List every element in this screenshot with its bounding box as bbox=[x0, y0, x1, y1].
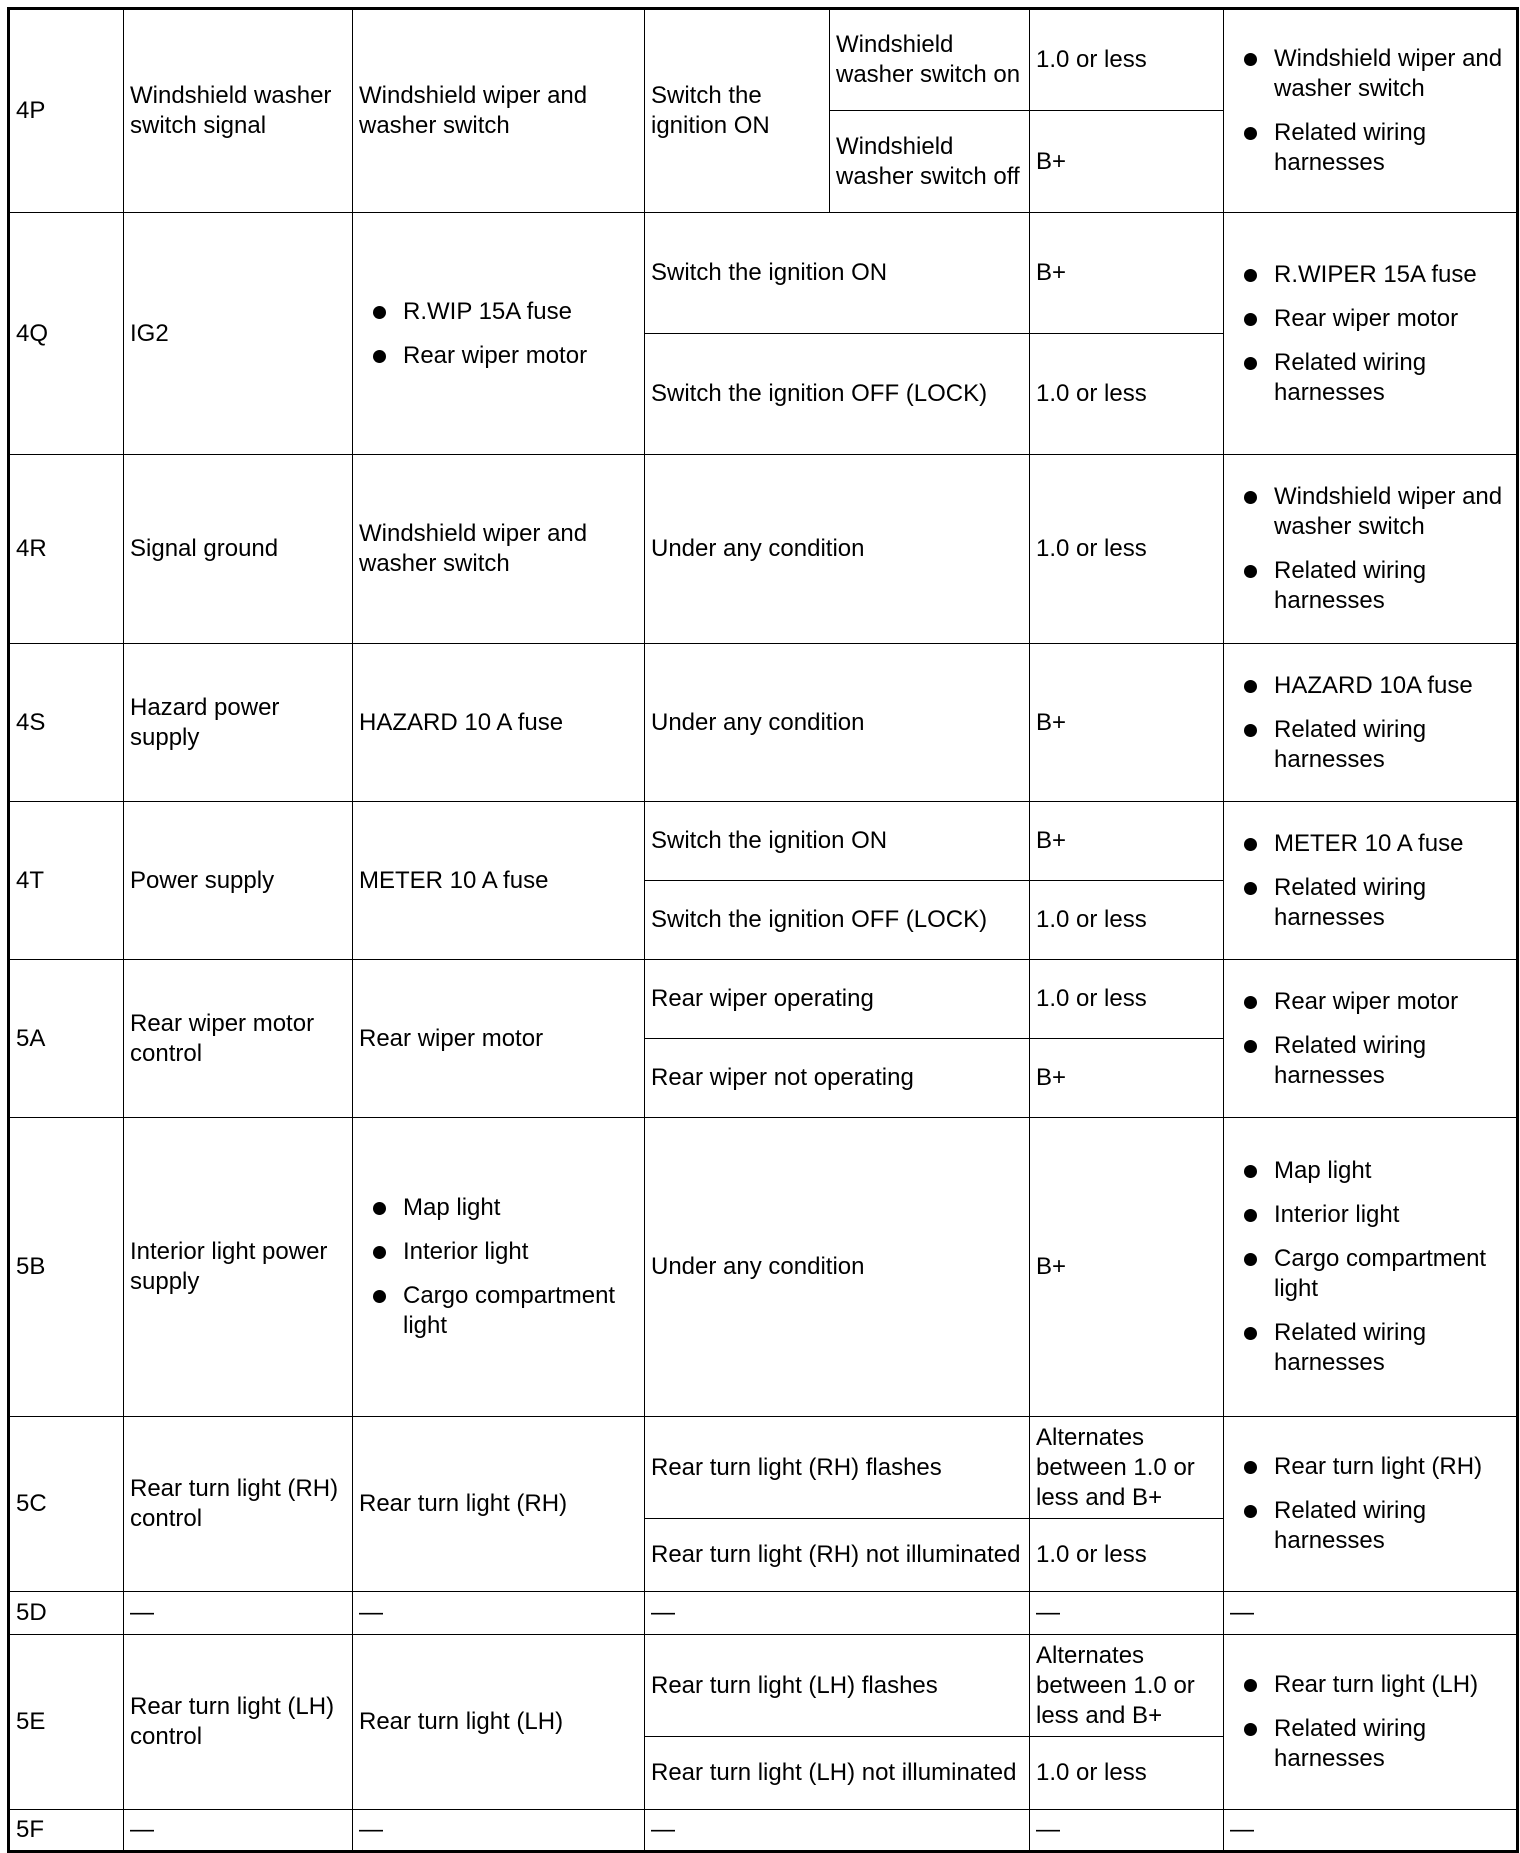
condition-cell: Rear turn light (RH) flashes bbox=[645, 1417, 1030, 1519]
voltage-cell: B+ bbox=[1030, 644, 1224, 802]
component-item: Rear wiper motor bbox=[403, 341, 640, 371]
condition-cell: Under any condition bbox=[645, 455, 1030, 644]
inspection-item: Related wiring harnesses bbox=[1274, 556, 1512, 616]
inspection-item-cell bbox=[1224, 1417, 1518, 1592]
table-row bbox=[9, 1592, 1518, 1635]
component-cell: Windshield wiper and washer switch bbox=[353, 455, 645, 644]
condition-cell: — bbox=[645, 1592, 1030, 1635]
component-cell: Rear turn light (LH) bbox=[353, 1635, 645, 1810]
inspection-item: Related wiring harnesses bbox=[1274, 1031, 1512, 1091]
signal-name-cell: Rear turn light (LH) control bbox=[124, 1635, 353, 1810]
component-cell: HAZARD 10 A fuse bbox=[353, 644, 645, 802]
component-cell: Windshield wiper and washer switch bbox=[353, 9, 645, 213]
signal-name-cell: Hazard power supply bbox=[124, 644, 353, 802]
inspection-item: Windshield wiper and washer switch bbox=[1274, 44, 1512, 104]
table-row bbox=[9, 1417, 1518, 1519]
inspection-item: Related wiring harnesses bbox=[1274, 873, 1512, 933]
condition-cell: Rear turn light (LH) not illuminated bbox=[645, 1737, 1030, 1810]
signal-name-cell: — bbox=[124, 1592, 353, 1635]
component-cell: METER 10 A fuse bbox=[353, 802, 645, 960]
inspection-item: R.WIPER 15A fuse bbox=[1274, 260, 1512, 290]
inspection-item-cell bbox=[1224, 9, 1518, 213]
voltage-cell: — bbox=[1030, 1592, 1224, 1635]
component-cell: Rear turn light (RH) bbox=[353, 1417, 645, 1592]
inspection-item-cell bbox=[1224, 213, 1518, 455]
inspection-item: HAZARD 10A fuse bbox=[1274, 671, 1512, 701]
inspection-item: Rear wiper motor bbox=[1274, 987, 1512, 1017]
signal-name-cell: IG2 bbox=[124, 213, 353, 455]
component-item: R.WIP 15A fuse bbox=[403, 297, 640, 327]
inspection-item-cell bbox=[1224, 455, 1518, 644]
voltage-cell: B+ bbox=[1030, 1039, 1224, 1118]
terminal-cell: 4Q bbox=[9, 213, 124, 455]
table-row bbox=[9, 213, 1518, 334]
terminal-cell: 5B bbox=[9, 1118, 124, 1417]
inspection-item-cell bbox=[1224, 644, 1518, 802]
component-cell: — bbox=[353, 1810, 645, 1852]
voltage-cell: Alternates between 1.0 or less and B+ bbox=[1030, 1417, 1224, 1519]
inspection-item: Related wiring harnesses bbox=[1274, 118, 1512, 178]
inspection-item: Related wiring harnesses bbox=[1274, 348, 1512, 408]
inspection-item: Map light bbox=[1274, 1156, 1512, 1186]
voltage-cell: 1.0 or less bbox=[1030, 1737, 1224, 1810]
table-row bbox=[9, 455, 1518, 644]
component-item: Interior light bbox=[403, 1237, 640, 1267]
voltage-cell: 1.0 or less bbox=[1030, 1519, 1224, 1592]
signal-name-cell: Rear turn light (RH) control bbox=[124, 1417, 353, 1592]
table-row bbox=[9, 802, 1518, 881]
signal-name-cell: Power supply bbox=[124, 802, 353, 960]
terminal-cell: 4R bbox=[9, 455, 124, 644]
voltage-cell: — bbox=[1030, 1810, 1224, 1852]
inspection-item: Related wiring harnesses bbox=[1274, 715, 1512, 775]
component-item: Map light bbox=[403, 1193, 640, 1223]
voltage-cell: 1.0 or less bbox=[1030, 881, 1224, 960]
terminal-inspection-table-page bbox=[7, 7, 1516, 1847]
condition-cell: — bbox=[645, 1810, 1030, 1852]
inspection-item-cell bbox=[1224, 802, 1518, 960]
inspection-item-cell: — bbox=[1224, 1810, 1518, 1852]
terminal-cell: 5A bbox=[9, 960, 124, 1118]
condition-cell: Under any condition bbox=[645, 1118, 1030, 1417]
terminal-inspection-table bbox=[7, 7, 1519, 1853]
table-row bbox=[9, 1635, 1518, 1737]
voltage-cell: 1.0 or less bbox=[1030, 455, 1224, 644]
inspection-item: Windshield wiper and washer switch bbox=[1274, 482, 1512, 542]
condition-cell: Switch the ignition OFF (LOCK) bbox=[645, 881, 1030, 960]
condition-cell: Under any condition bbox=[645, 644, 1030, 802]
inspection-item: Related wiring harnesses bbox=[1274, 1318, 1512, 1378]
table-row bbox=[9, 960, 1518, 1039]
condition-cell: Switch the ignition ON bbox=[645, 213, 1030, 334]
sub-condition-cell: Windshield washer switch on bbox=[830, 9, 1030, 111]
inspection-item: Rear wiper motor bbox=[1274, 304, 1512, 334]
component-item: Cargo compartment light bbox=[403, 1281, 640, 1341]
inspection-item: METER 10 A fuse bbox=[1274, 829, 1512, 859]
terminal-cell: 4T bbox=[9, 802, 124, 960]
table-row bbox=[9, 644, 1518, 802]
inspection-item-cell bbox=[1224, 960, 1518, 1118]
voltage-cell: B+ bbox=[1030, 213, 1224, 334]
signal-name-cell: Windshield washer switch signal bbox=[124, 9, 353, 213]
condition-cell: Switch the ignition ON bbox=[645, 802, 1030, 881]
signal-name-cell: — bbox=[124, 1810, 353, 1852]
terminal-cell: 4S bbox=[9, 644, 124, 802]
voltage-cell: 1.0 or less bbox=[1030, 334, 1224, 455]
component-cell bbox=[353, 213, 645, 455]
inspection-item-cell: — bbox=[1224, 1592, 1518, 1635]
condition-cell: Rear turn light (LH) flashes bbox=[645, 1635, 1030, 1737]
voltage-cell: B+ bbox=[1030, 802, 1224, 881]
inspection-item: Interior light bbox=[1274, 1200, 1512, 1230]
signal-name-cell: Signal ground bbox=[124, 455, 353, 644]
inspection-item-cell bbox=[1224, 1635, 1518, 1810]
signal-name-cell: Rear wiper motor control bbox=[124, 960, 353, 1118]
inspection-item-cell bbox=[1224, 1118, 1518, 1417]
voltage-cell: B+ bbox=[1030, 111, 1224, 213]
inspection-item: Related wiring harnesses bbox=[1274, 1496, 1512, 1556]
component-cell: Rear wiper motor bbox=[353, 960, 645, 1118]
condition-cell: Rear wiper operating bbox=[645, 960, 1030, 1039]
sub-condition-cell: Windshield washer switch off bbox=[830, 111, 1030, 213]
terminal-cell: 4P bbox=[9, 9, 124, 213]
voltage-cell: B+ bbox=[1030, 1118, 1224, 1417]
voltage-cell: 1.0 or less bbox=[1030, 9, 1224, 111]
voltage-cell: Alternates between 1.0 or less and B+ bbox=[1030, 1635, 1224, 1737]
inspection-item: Rear turn light (LH) bbox=[1274, 1670, 1512, 1700]
condition-cell: Switch the ignition OFF (LOCK) bbox=[645, 334, 1030, 455]
inspection-item: Related wiring harnesses bbox=[1274, 1714, 1512, 1774]
component-cell: — bbox=[353, 1592, 645, 1635]
terminal-cell: 5C bbox=[9, 1417, 124, 1592]
terminal-cell: 5E bbox=[9, 1635, 124, 1810]
table-row bbox=[9, 1118, 1518, 1417]
terminal-cell: 5D bbox=[9, 1592, 124, 1635]
inspection-item: Cargo compartment light bbox=[1274, 1244, 1512, 1304]
condition-cell: Switch the ignition ON bbox=[645, 9, 830, 213]
voltage-cell: 1.0 or less bbox=[1030, 960, 1224, 1039]
component-cell bbox=[353, 1118, 645, 1417]
inspection-item: Rear turn light (RH) bbox=[1274, 1452, 1512, 1482]
terminal-cell: 5F bbox=[9, 1810, 124, 1852]
signal-name-cell: Interior light power supply bbox=[124, 1118, 353, 1417]
condition-cell: Rear wiper not operating bbox=[645, 1039, 1030, 1118]
table-row bbox=[9, 9, 1518, 111]
table-row bbox=[9, 1810, 1518, 1852]
condition-cell: Rear turn light (RH) not illuminated bbox=[645, 1519, 1030, 1592]
